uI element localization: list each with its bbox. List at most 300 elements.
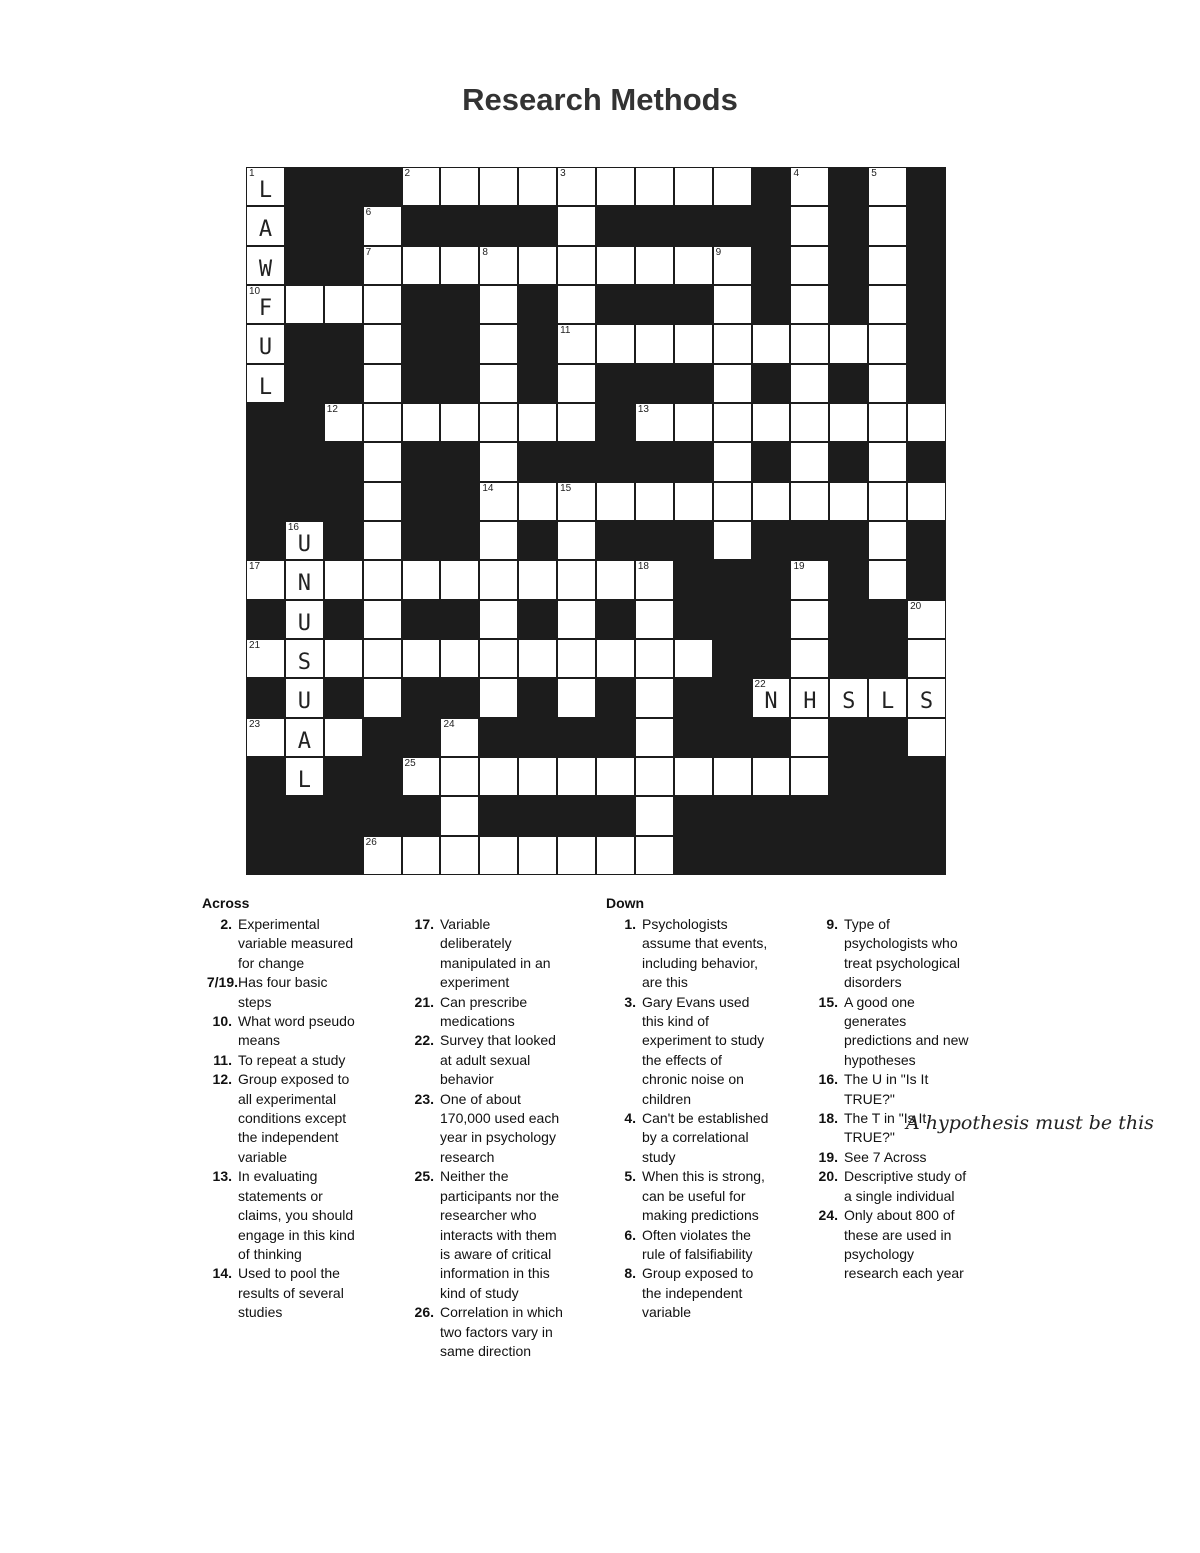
grid-cell[interactable] [402,836,441,875]
clue-text-line: two factors vary in [440,1323,553,1340]
grid-cell[interactable] [440,836,479,875]
grid-cell[interactable] [479,167,518,206]
grid-cell[interactable] [285,639,324,678]
grid-cell[interactable] [440,757,479,796]
clue-number: 16 [287,522,299,533]
clue-item [808,1206,1008,1284]
grid-cell[interactable] [596,757,635,796]
grid-cell[interactable] [790,167,829,206]
grid-cell[interactable] [402,167,441,206]
clue-number: 2 [404,168,411,179]
grid-cell[interactable] [479,678,518,717]
grid-cell[interactable] [674,639,713,678]
grid-cell[interactable] [518,167,557,206]
clue-number: 9. [826,916,838,932]
clue-item [202,1070,392,1167]
clue-text-line: rule of falsifiability [642,1245,753,1262]
grid-cell[interactable] [246,206,285,245]
clue-text-line: including behavior, [642,954,758,971]
grid-cell[interactable] [479,324,518,363]
grid-cell[interactable] [479,639,518,678]
grid-cell[interactable] [557,560,596,599]
clue-text-line: study [642,1148,676,1165]
grid-cell[interactable] [790,757,829,796]
grid-cell[interactable] [285,757,324,796]
grid-cell[interactable] [713,324,752,363]
grid-cell[interactable] [713,364,752,403]
clue-item [202,1167,392,1264]
clue-text-line: statements or [238,1187,323,1204]
grid-cell[interactable] [557,639,596,678]
clue-number: 5 [871,168,877,179]
grid-cell[interactable] [363,560,402,599]
clue-item [404,1031,604,1089]
grid-cell[interactable] [868,285,907,324]
grid-cell[interactable] [363,285,402,324]
grid-cell[interactable] [285,285,324,324]
clue-number: 8 [482,246,488,258]
grid-letter: A [258,217,273,243]
clue-text-line: TRUE?" [844,1090,895,1107]
grid-cell[interactable] [363,403,402,442]
grid-cell[interactable] [596,560,635,599]
grid-cell[interactable] [790,324,829,363]
grid-cell[interactable] [713,403,752,442]
grid-cell[interactable] [557,246,596,285]
clue-number: 23 [249,718,261,730]
clue-text-line: hypotheses [844,1051,916,1068]
clue-number: 6 [365,207,372,219]
grid-cell[interactable] [557,600,596,639]
clue-text-line: Survey that looked [440,1032,556,1049]
grid-cell[interactable] [713,246,752,285]
grid-cell[interactable] [635,836,674,875]
grid-cell[interactable] [324,285,363,324]
grid-cell[interactable] [868,324,907,363]
grid-cell[interactable] [363,206,402,245]
grid-cell[interactable] [557,757,596,796]
grid-cell[interactable] [674,167,713,206]
clue-number: 22 [754,679,766,691]
grid-cell[interactable] [557,521,596,560]
grid-cell[interactable] [285,560,324,599]
grid-letter: S [919,689,934,715]
grid-cell[interactable] [635,403,674,442]
clue-number: 12 [326,404,338,415]
grid-cell[interactable] [324,560,363,599]
clue-number: 13 [637,404,649,415]
grid-cell[interactable] [479,757,518,796]
down-clues-column-1 [606,915,802,1323]
grid-cell[interactable] [790,678,829,717]
grid-cell[interactable] [868,246,907,285]
grid-cell[interactable] [713,285,752,324]
grid-cell[interactable] [790,442,829,481]
grid-cell[interactable] [440,246,479,285]
grid-cell[interactable] [868,482,907,521]
clue-number: 14. [212,1265,232,1282]
grid-cell[interactable] [868,442,907,481]
grid-cell[interactable] [790,285,829,324]
grid-letter: A [297,728,311,754]
clue-item [202,1051,392,1070]
clue-item [606,1167,802,1225]
clue-text-line: The T in "Is It [844,1110,927,1127]
grid-cell[interactable] [596,836,635,875]
clue-text-line: Often violates the [642,1226,751,1243]
grid-cell[interactable] [324,403,363,442]
grid-cell[interactable] [790,718,829,757]
grid-cell[interactable] [557,206,596,245]
grid-cell[interactable] [285,718,324,757]
clue-number: 7/19. [206,974,238,991]
clue-text-line: year in psychology [440,1129,556,1146]
grid-cell[interactable] [790,600,829,639]
clue-text-line: results of several [238,1284,344,1301]
clue-item [808,993,1008,1071]
grid-letter: L [258,374,273,400]
clue-number: 15 [560,482,572,494]
clue-text-line: What word pseudo [238,1013,355,1030]
clue-item [404,1090,604,1168]
grid-cell[interactable] [713,167,752,206]
grid-cell[interactable] [868,678,907,717]
grid-letter: N [297,571,311,597]
grid-cell[interactable] [479,600,518,639]
grid-cell[interactable] [674,324,713,363]
clue-number: 13. [212,1168,232,1185]
grid-cell[interactable] [868,521,907,560]
clue-text-line: deliberately [440,935,512,952]
clue-text-line: Has four basic [238,974,328,991]
grid-cell[interactable] [596,246,635,285]
grid-cell[interactable] [246,324,285,363]
down-heading: Down [606,895,645,911]
clue-text-line: claims, you should [238,1207,354,1224]
clue-text-line: generates [844,1013,907,1030]
clue-number: 19 [793,561,805,573]
clue-item [202,1264,392,1322]
clue-text-line: Group exposed to [642,1265,754,1282]
grid-cell[interactable] [518,836,557,875]
clue-text-line: this kind of [642,1013,709,1030]
grid-cell[interactable] [440,167,479,206]
grid-cell[interactable] [557,678,596,717]
grid-cell[interactable] [324,639,363,678]
clue-number: 26. [414,1304,434,1321]
grid-letter: S [297,650,311,675]
grid-cell[interactable] [713,442,752,481]
grid-cell[interactable] [363,600,402,639]
grid-cell[interactable] [518,246,557,285]
clue-number: 11 [560,325,571,337]
clue-item [606,1109,802,1167]
grid-cell[interactable] [479,560,518,599]
grid-cell[interactable] [479,403,518,442]
grid-cell[interactable] [557,285,596,324]
clue-item [808,1167,1008,1206]
grid-letter: U [297,532,311,557]
grid-cell[interactable] [635,246,674,285]
grid-cell[interactable] [440,796,479,835]
grid-cell[interactable] [479,246,518,285]
clue-number: 2. [220,916,232,932]
grid-letter: U [297,610,311,636]
grid-cell[interactable] [363,836,402,875]
grid-cell[interactable] [557,324,596,363]
clue-text-line: predictions and new [844,1032,969,1049]
crossword-grid [246,167,946,875]
grid-cell[interactable] [635,757,674,796]
clue-number: 18. [818,1110,838,1127]
grid-cell[interactable] [868,560,907,599]
clue-number: 25 [404,758,416,769]
clue-text-line: In evaluating [238,1168,318,1185]
grid-cell[interactable] [557,482,596,521]
grid-cell[interactable] [829,403,868,442]
grid-cell[interactable] [907,678,946,717]
grid-cell[interactable] [790,206,829,245]
clue-number: 9 [715,246,722,258]
grid-cell[interactable] [674,246,713,285]
clue-text-line: manipulated in an [440,954,551,971]
clue-item [404,1167,604,1303]
grid-cell[interactable] [363,639,402,678]
grid-cell[interactable] [674,757,713,796]
grid-cell[interactable] [829,482,868,521]
grid-cell[interactable] [479,364,518,403]
grid-cell[interactable] [246,560,285,599]
clue-text-line: Correlation in which [440,1304,563,1321]
grid-cell[interactable] [479,285,518,324]
clue-text-line: treat psychological [844,954,960,971]
clue-text-line: See 7 Across [844,1148,927,1165]
clue-item [606,1226,802,1265]
grid-cell[interactable] [518,482,557,521]
clue-number: 4 [793,168,799,179]
grid-cell[interactable] [907,639,946,678]
clue-number: 21 [249,640,261,651]
grid-cell[interactable] [246,364,285,403]
clue-number: 15. [818,993,838,1010]
grid-cell[interactable] [674,403,713,442]
grid-cell[interactable] [829,678,868,717]
grid-cell[interactable] [790,560,829,599]
clue-text-line: A good one [844,993,915,1010]
grid-cell[interactable] [518,403,557,442]
clue-text-line: chronic noise on [642,1071,744,1088]
grid-letter: L [258,178,273,203]
clue-text-line: can be useful for [642,1187,746,1204]
clue-text-line: of thinking [238,1245,302,1262]
clue-text-line: research [440,1148,495,1165]
grid-cell[interactable] [363,324,402,363]
grid-cell[interactable] [752,757,791,796]
grid-cell[interactable] [596,639,635,678]
clue-item [404,915,604,993]
grid-cell[interactable] [440,560,479,599]
grid-cell[interactable] [907,482,946,521]
clue-number: 12. [212,1071,232,1088]
grid-cell[interactable] [363,442,402,481]
across-clues-column-1 [202,915,392,1323]
grid-cell[interactable] [402,246,441,285]
grid-cell[interactable] [713,757,752,796]
clue-number: 24. [818,1207,838,1224]
grid-cell[interactable] [440,639,479,678]
grid-cell[interactable] [402,639,441,678]
grid-cell[interactable] [596,482,635,521]
clue-text-line: behavior [440,1071,494,1088]
grid-cell[interactable] [868,206,907,245]
grid-cell[interactable] [752,678,791,717]
clue-text-line: all experimental [238,1090,337,1107]
clue-number: 16. [818,1071,838,1088]
grid-cell[interactable] [790,482,829,521]
grid-letter: N [764,689,778,715]
grid-cell[interactable] [752,324,791,363]
clue-item [606,993,802,1109]
clue-item [808,1070,1008,1109]
grid-cell[interactable] [635,167,674,206]
clue-text-line: for change [238,954,305,971]
clue-number: 10. [212,1013,232,1030]
grid-cell[interactable] [635,482,674,521]
grid-cell[interactable] [868,167,907,206]
clue-text-line: steps [238,993,272,1010]
grid-cell[interactable] [674,482,713,521]
clue-number: 5. [624,1168,636,1185]
grid-cell[interactable] [246,718,285,757]
clue-number: 17. [414,916,434,932]
clue-text-line: the independent [642,1284,743,1301]
clue-text-line: assume that events, [642,935,768,952]
clue-text-line: information in this [440,1265,550,1282]
grid-cell[interactable] [635,718,674,757]
clue-text-line: participants nor the [440,1187,560,1204]
grid-cell[interactable] [285,678,324,717]
grid-cell[interactable] [557,364,596,403]
grid-cell[interactable] [635,678,674,717]
grid-cell[interactable] [402,403,441,442]
grid-cell[interactable] [752,403,791,442]
grid-cell[interactable] [285,600,324,639]
grid-cell[interactable] [907,718,946,757]
grid-cell[interactable] [557,403,596,442]
grid-cell[interactable] [907,403,946,442]
clue-number: 23. [414,1090,434,1107]
clue-number: 21. [414,993,434,1010]
clue-text-line: children [642,1090,692,1107]
grid-cell[interactable] [596,324,635,363]
grid-cell[interactable] [790,246,829,285]
grid-cell[interactable] [285,521,324,560]
grid-cell[interactable] [246,285,285,324]
clue-number: 10 [249,286,261,297]
grid-cell[interactable] [246,246,285,285]
clue-number: 17 [249,561,261,573]
clue-number: 22. [414,1032,434,1049]
grid-cell[interactable] [479,521,518,560]
clue-text-line: The U in "Is It [844,1071,929,1088]
grid-cell[interactable] [635,796,674,835]
grid-cell[interactable] [402,757,441,796]
grid-cell[interactable] [713,482,752,521]
page-title: Research Methods [462,82,738,117]
grid-cell[interactable] [246,639,285,678]
grid-letter: U [258,335,273,361]
clue-text-line: these are used in [844,1226,952,1243]
grid-cell[interactable] [635,639,674,678]
grid-cell[interactable] [790,639,829,678]
grid-cell[interactable] [713,521,752,560]
grid-cell[interactable] [363,246,402,285]
grid-cell[interactable] [635,600,674,639]
clue-text-line: psychology [844,1245,915,1262]
handwritten-note: A hypothesis must be this [906,1112,1154,1134]
grid-cell[interactable] [363,678,402,717]
grid-cell[interactable] [363,521,402,560]
clue-text-line: Experimental [238,916,320,932]
grid-cell[interactable] [829,324,868,363]
grid-cell[interactable] [635,560,674,599]
grid-cell[interactable] [440,403,479,442]
clue-text-line: When this is strong, [642,1168,765,1185]
grid-cell[interactable] [596,167,635,206]
grid-cell[interactable] [868,364,907,403]
grid-cell[interactable] [518,639,557,678]
clue-text-line: TRUE?" [844,1129,895,1146]
clue-item [808,1148,1008,1167]
clue-text-line: Descriptive study of [844,1168,967,1185]
clue-text-line: researcher who [440,1207,537,1224]
clue-text-line: at adult sexual [440,1051,531,1068]
clue-text-line: research each year [844,1265,964,1282]
clue-number: 3. [624,993,636,1010]
clue-item [202,1012,392,1051]
clue-text-line: Only about 800 of [844,1207,955,1224]
grid-cell[interactable] [363,482,402,521]
grid-cell[interactable] [363,364,402,403]
grid-cell[interactable] [790,364,829,403]
grid-cell[interactable] [479,482,518,521]
grid-cell[interactable] [402,560,441,599]
clue-number: 1. [624,916,636,932]
clue-text-line: experiment [440,974,510,991]
grid-cell[interactable] [868,403,907,442]
clue-text-line: studies [238,1304,283,1321]
clue-number: 20 [910,600,922,612]
clue-text-line: a single individual [844,1187,955,1204]
grid-cell[interactable] [246,167,285,206]
grid-cell[interactable] [324,718,363,757]
clue-number: 24 [443,718,455,730]
grid-cell[interactable] [557,167,596,206]
grid-cell[interactable] [907,600,946,639]
grid-cell[interactable] [557,836,596,875]
grid-cell[interactable] [440,718,479,757]
clue-text-line: experiment to study [642,1032,765,1049]
grid-cell[interactable] [790,403,829,442]
clue-number: 20. [818,1168,838,1185]
grid-cell[interactable] [479,836,518,875]
grid-cell[interactable] [635,324,674,363]
clue-text-line: medications [440,1013,515,1030]
grid-cell[interactable] [518,560,557,599]
grid-cell[interactable] [479,442,518,481]
grid-cell[interactable] [752,482,791,521]
grid-cell[interactable] [518,757,557,796]
